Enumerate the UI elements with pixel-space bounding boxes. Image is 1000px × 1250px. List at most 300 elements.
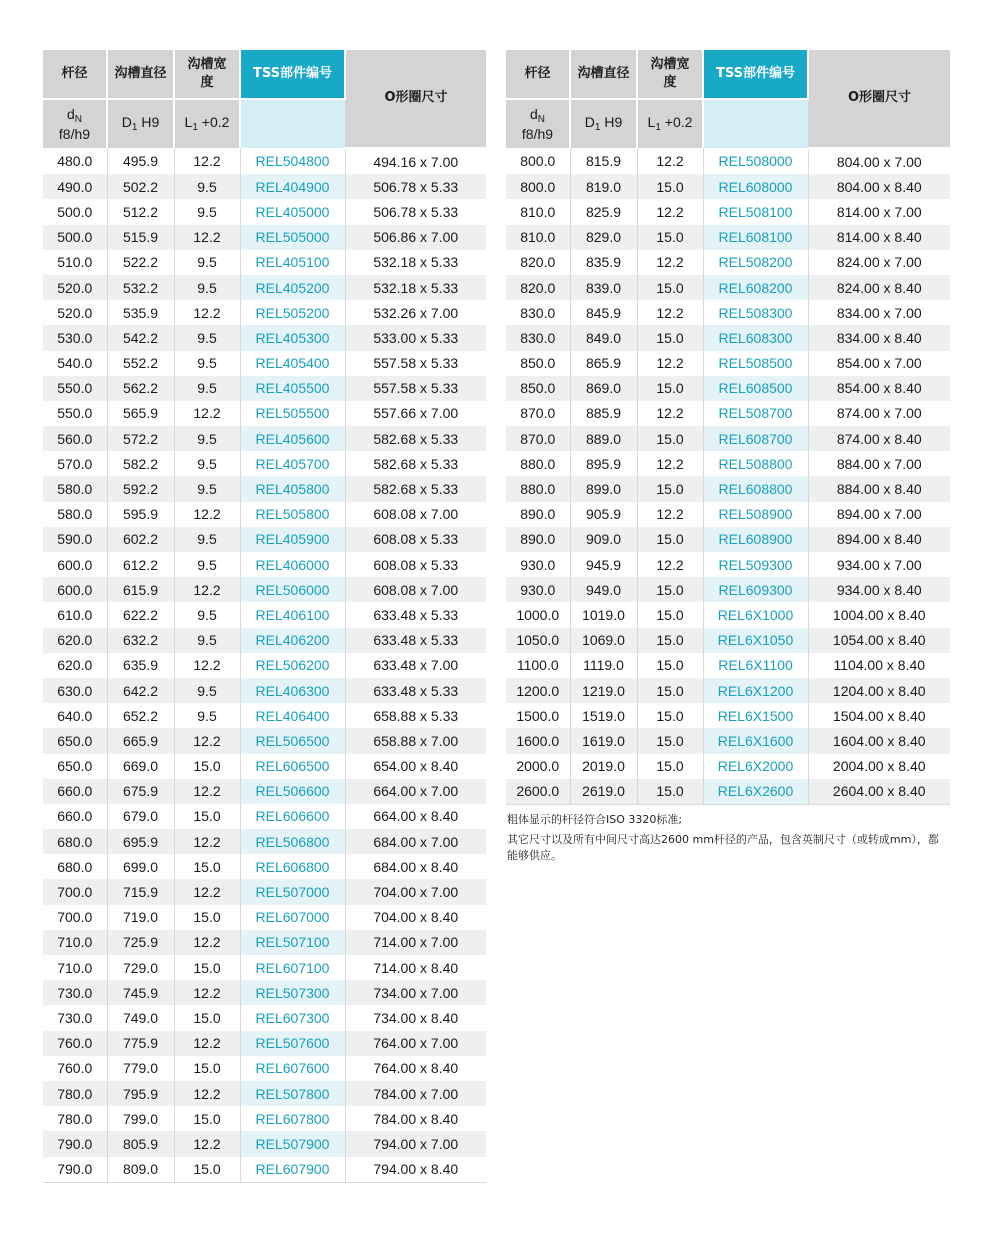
groove-width-cell: 12.2 xyxy=(174,829,240,854)
rod-diameter-cell: 800.0 xyxy=(506,148,570,174)
table-row xyxy=(43,351,486,376)
tss-part-no-cell: REL405200 xyxy=(240,275,345,300)
table-row xyxy=(43,225,486,250)
tss-part-no-cell: REL607000 xyxy=(240,905,345,930)
table-row xyxy=(43,577,486,602)
groove-width-cell: 15.0 xyxy=(637,426,703,451)
table-row xyxy=(43,148,486,174)
rod-diameter-tolerance: $d_N$ f8/h9 xyxy=(506,99,570,148)
groove-width-cell: 12.2 xyxy=(174,1081,240,1106)
table-row xyxy=(43,804,486,829)
oring-size-cell: 804.00 x 7.00 xyxy=(836,153,922,170)
groove-width-cell: 15.0 xyxy=(174,854,240,879)
oring-size-cell: 804.00 x 8.40 xyxy=(808,174,950,199)
table-row xyxy=(43,300,486,325)
groove-diameter-cell: 635.9 xyxy=(107,653,174,678)
oring-size-cell: 658.88 x 5.33 xyxy=(373,707,459,724)
rod-diameter-cell: 700.0 xyxy=(43,905,107,930)
oring-size-cell: 1204.00 x 8.40 xyxy=(808,678,950,703)
groove-diameter-cell: 895.9 xyxy=(570,451,637,476)
groove-width-cell: 12.2 xyxy=(637,199,703,224)
groove-width-header: 沟槽宽度 xyxy=(637,50,703,99)
groove-diameter-cell: 845.9 xyxy=(570,300,637,325)
groove-width-cell: 9.5 xyxy=(174,552,240,577)
table-row xyxy=(43,1031,486,1056)
groove-diameter-cell: 715.9 xyxy=(107,879,174,904)
oring-size-cell: 557.58 x 5.33 xyxy=(373,355,459,372)
table-row xyxy=(43,376,486,401)
tss-part-no-cell: REL608200 xyxy=(703,275,808,300)
oring-size-cell: 633.48 x 5.33 xyxy=(345,678,486,703)
table-row xyxy=(43,930,486,955)
groove-diameter-cell: 805.9 xyxy=(107,1131,174,1156)
groove-diameter-cell: 799.0 xyxy=(107,1106,174,1131)
groove-width-cell: 12.2 xyxy=(637,502,703,527)
groove-diameter-header: 沟槽直径 xyxy=(570,50,637,99)
groove-width-cell: 12.2 xyxy=(174,879,240,904)
oring-size-cell: 506.78 x 5.33 xyxy=(373,203,459,220)
groove-diameter-cell: 725.9 xyxy=(107,930,174,955)
rod-diameter-cell: 820.0 xyxy=(506,275,570,300)
groove-width-cell: 9.5 xyxy=(174,476,240,501)
groove-width-cell: 15.0 xyxy=(637,602,703,627)
rod-diameter-cell: 630.0 xyxy=(43,678,107,703)
groove-diameter-cell: 1019.0 xyxy=(570,602,637,627)
table-row xyxy=(506,502,950,527)
groove-diameter-cell: 905.9 xyxy=(570,502,637,527)
oring-size-cell: 2604.00 x 8.40 xyxy=(808,779,950,805)
tss-part-no-cell: REL506000 xyxy=(240,577,345,602)
groove-width-cell: 15.0 xyxy=(174,955,240,980)
rod-diameter-cell: 890.0 xyxy=(506,527,570,552)
table-row xyxy=(43,552,486,577)
rod-diameter-cell: 850.0 xyxy=(506,376,570,401)
groove-width-cell: 12.2 xyxy=(174,728,240,753)
groove-width-cell: 15.0 xyxy=(637,577,703,602)
table-row xyxy=(506,199,950,224)
rod-diameter-cell: 930.0 xyxy=(506,552,570,577)
groove-width-cell: 12.2 xyxy=(174,577,240,602)
groove-width-tolerance: $L_1 +0.2$ xyxy=(174,99,240,148)
oring-size-cell: 784.00 x 8.40 xyxy=(373,1110,459,1127)
tss-part-no-cell: REL509300 xyxy=(703,552,808,577)
groove-width-cell: 12.2 xyxy=(174,653,240,678)
oring-size-cell: 824.00 x 8.40 xyxy=(808,275,950,300)
oring-size-cell: 608.08 x 5.33 xyxy=(345,527,486,552)
table-row xyxy=(506,703,950,728)
oring-size-cell: 582.68 x 5.33 xyxy=(345,426,486,451)
groove-width-cell: 15.0 xyxy=(637,728,703,753)
groove-diameter-cell: 775.9 xyxy=(107,1031,174,1056)
groove-diameter-header: 沟槽直径 xyxy=(107,50,174,99)
groove-width-cell: 9.5 xyxy=(174,527,240,552)
table-row xyxy=(43,426,486,451)
tss-part-no-cell: REL6X2000 xyxy=(703,754,808,779)
table-row xyxy=(43,174,486,199)
tss-part-no-cell: REL606500 xyxy=(240,754,345,779)
table-row xyxy=(506,174,950,199)
rod-diameter-cell: 1100.0 xyxy=(506,653,570,678)
groove-width-cell: 15.0 xyxy=(637,275,703,300)
groove-width-header: 沟槽宽度 xyxy=(174,50,240,99)
oring-size-cell: 934.00 x 8.40 xyxy=(808,577,950,602)
tss-part-no-cell: REL406300 xyxy=(240,678,345,703)
oring-size-cell: 714.00 x 8.40 xyxy=(373,959,459,976)
groove-width-cell: 12.2 xyxy=(637,552,703,577)
groove-width-cell: 15.0 xyxy=(637,628,703,653)
oring-size-cell: 704.00 x 8.40 xyxy=(373,909,459,926)
tss-part-no-cell: REL506500 xyxy=(240,728,345,753)
oring-size-cell: 533.00 x 5.33 xyxy=(345,325,486,350)
oring-size-cell: 557.58 x 5.33 xyxy=(345,376,486,401)
groove-diameter-cell: 592.2 xyxy=(107,476,174,501)
oring-size-cell: 814.00 x 8.40 xyxy=(808,225,950,250)
groove-diameter-cell: 729.0 xyxy=(107,955,174,980)
groove-diameter-cell: 642.2 xyxy=(107,678,174,703)
groove-diameter-cell: 1619.0 xyxy=(570,728,637,753)
rod-diameter-cell: 580.0 xyxy=(43,476,107,501)
table-row xyxy=(506,351,950,376)
oring-size-cell: 834.00 x 7.00 xyxy=(836,304,922,321)
rod-diameter-cell: 500.0 xyxy=(43,199,107,224)
tss-part-no-cell: REL406400 xyxy=(240,703,345,728)
rod-diameter-cell: 890.0 xyxy=(506,502,570,527)
rod-diameter-cell: 870.0 xyxy=(506,401,570,426)
tss-part-no-cell: REL6X1600 xyxy=(703,728,808,753)
rod-diameter-cell: 1050.0 xyxy=(506,628,570,653)
groove-diameter-cell: 825.9 xyxy=(570,199,637,224)
table-row xyxy=(43,703,486,728)
groove-diameter-cell: 795.9 xyxy=(107,1081,174,1106)
oring-size-cell: 1004.00 x 8.40 xyxy=(832,606,926,623)
groove-diameter-cell: 699.0 xyxy=(107,854,174,879)
table-row xyxy=(43,275,486,300)
rod-diameter-cell: 510.0 xyxy=(43,250,107,275)
tss-part-no-cell: REL505500 xyxy=(240,401,345,426)
groove-diameter-cell: 1069.0 xyxy=(570,628,637,653)
groove-diameter-cell: 945.9 xyxy=(570,552,637,577)
tss-part-no-cell: REL507300 xyxy=(240,980,345,1005)
table-row xyxy=(43,980,486,1005)
tss-part-no-cell: REL6X2600 xyxy=(703,779,808,805)
groove-width-cell: 15.0 xyxy=(637,325,703,350)
groove-diameter-cell: 745.9 xyxy=(107,980,174,1005)
size-table-left-body xyxy=(43,148,486,1182)
tss-part-no-cell: REL609300 xyxy=(703,577,808,602)
rod-diameter-cell: 540.0 xyxy=(43,351,107,376)
groove-width-cell: 15.0 xyxy=(637,376,703,401)
rod-diameter-cell: 850.0 xyxy=(506,351,570,376)
rod-diameter-cell: 710.0 xyxy=(43,955,107,980)
table-row xyxy=(43,779,486,804)
oring-size-cell: 2004.00 x 8.40 xyxy=(832,758,926,775)
groove-diameter-cell: 669.0 xyxy=(107,754,174,779)
tss-part-no-cell: REL505800 xyxy=(240,502,345,527)
groove-width-cell: 9.5 xyxy=(174,678,240,703)
groove-width-cell: 15.0 xyxy=(637,678,703,703)
rod-diameter-header: 杆径 xyxy=(43,50,107,99)
groove-diameter-cell: 809.0 xyxy=(107,1157,174,1183)
rod-diameter-cell: 650.0 xyxy=(43,728,107,753)
oring-size-cell: 764.00 x 8.40 xyxy=(373,1060,459,1077)
tss-part-no-cell: REL504800 xyxy=(240,148,345,174)
rod-diameter-cell: 1600.0 xyxy=(506,728,570,753)
rod-diameter-cell: 620.0 xyxy=(43,653,107,678)
rod-diameter-cell: 730.0 xyxy=(43,1005,107,1030)
tss-part-no-cell: REL508000 xyxy=(703,148,808,174)
rod-diameter-cell: 590.0 xyxy=(43,527,107,552)
groove-diameter-cell: 695.9 xyxy=(107,829,174,854)
groove-diameter-cell: 542.2 xyxy=(107,325,174,350)
rod-diameter-cell: 820.0 xyxy=(506,250,570,275)
table-row xyxy=(506,552,950,577)
oring-size-cell: 854.00 x 7.00 xyxy=(836,355,922,372)
rod-diameter-cell: 610.0 xyxy=(43,602,107,627)
tss-part-no-cell: REL404900 xyxy=(240,174,345,199)
tss-part-no-cell: REL506600 xyxy=(240,779,345,804)
groove-diameter-cell: 632.2 xyxy=(107,628,174,653)
groove-diameter-cell: 909.0 xyxy=(570,527,637,552)
groove-diameter-cell: 535.9 xyxy=(107,300,174,325)
oring-size-cell: 633.48 x 7.00 xyxy=(373,657,459,674)
tss-part-no-cell: REL606800 xyxy=(240,854,345,879)
tss-part-no-cell: REL606600 xyxy=(240,804,345,829)
oring-size-cell: 506.78 x 5.33 xyxy=(345,174,486,199)
rod-diameter-cell: 880.0 xyxy=(506,451,570,476)
groove-diameter-cell: 679.0 xyxy=(107,804,174,829)
groove-diameter-cell: 949.0 xyxy=(570,577,637,602)
groove-width-cell: 15.0 xyxy=(174,905,240,930)
groove-width-cell: 12.2 xyxy=(174,779,240,804)
groove-diameter-cell: 749.0 xyxy=(107,1005,174,1030)
rod-diameter-cell: 500.0 xyxy=(43,225,107,250)
oring-size-cell: 608.08 x 5.33 xyxy=(373,556,459,573)
table-row xyxy=(506,779,950,805)
tss-part-no-cell: REL405500 xyxy=(240,376,345,401)
groove-width-cell: 15.0 xyxy=(174,1106,240,1131)
groove-width-cell: 15.0 xyxy=(637,779,703,805)
oring-size-header: O形圈尺寸 xyxy=(345,50,486,148)
groove-diameter-cell: 675.9 xyxy=(107,779,174,804)
groove-diameter-cell: 582.2 xyxy=(107,451,174,476)
groove-width-cell: 15.0 xyxy=(174,1005,240,1030)
groove-diameter-cell: 502.2 xyxy=(107,174,174,199)
rod-diameter-cell: 550.0 xyxy=(43,401,107,426)
groove-width-cell: 9.5 xyxy=(174,426,240,451)
oring-size-cell: 654.00 x 8.40 xyxy=(373,758,459,775)
table-row xyxy=(506,225,950,250)
groove-diameter-cell: 779.0 xyxy=(107,1056,174,1081)
oring-size-cell: 506.86 x 7.00 xyxy=(345,225,486,250)
table-row xyxy=(43,955,486,980)
groove-diameter-cell: 2619.0 xyxy=(570,779,637,805)
groove-width-cell: 15.0 xyxy=(637,527,703,552)
tss-part-no-cell: REL405800 xyxy=(240,476,345,501)
groove-width-cell: 15.0 xyxy=(637,653,703,678)
tss-part-no-cell: REL508200 xyxy=(703,250,808,275)
groove-width-cell: 12.2 xyxy=(174,1031,240,1056)
oring-size-cell: 794.00 x 7.00 xyxy=(345,1131,486,1156)
groove-diameter-cell: 572.2 xyxy=(107,426,174,451)
table-row xyxy=(506,678,950,703)
rod-diameter-cell: 600.0 xyxy=(43,552,107,577)
groove-width-cell: 15.0 xyxy=(637,476,703,501)
table-row xyxy=(43,905,486,930)
tss-part-no-cell: REL508700 xyxy=(703,401,808,426)
oring-size-cell: 608.08 x 7.00 xyxy=(373,506,459,523)
oring-size-cell: 874.00 x 8.40 xyxy=(808,426,950,451)
table-row xyxy=(506,275,950,300)
tss-part-no-cell: REL406000 xyxy=(240,552,345,577)
table-row xyxy=(43,325,486,350)
rod-diameter-cell: 780.0 xyxy=(43,1081,107,1106)
tss-part-no-cell: REL405300 xyxy=(240,325,345,350)
tss-part-no-cell: REL508300 xyxy=(703,300,808,325)
oring-size-cell: 1604.00 x 8.40 xyxy=(808,728,950,753)
groove-width-cell: 15.0 xyxy=(637,225,703,250)
groove-width-cell: 15.0 xyxy=(174,1056,240,1081)
tss-part-no-subheader xyxy=(240,99,345,148)
table-row xyxy=(506,754,950,779)
oring-size-cell: 884.00 x 7.00 xyxy=(836,455,922,472)
oring-size-cell: 532.26 x 7.00 xyxy=(373,304,459,321)
table-row xyxy=(43,199,486,224)
size-table-left xyxy=(43,50,486,1183)
tss-part-no-cell: REL508900 xyxy=(703,502,808,527)
groove-width-cell: 9.5 xyxy=(174,174,240,199)
oring-size-cell: 633.48 x 5.33 xyxy=(345,628,486,653)
rod-diameter-cell: 880.0 xyxy=(506,476,570,501)
rod-diameter-cell: 1200.0 xyxy=(506,678,570,703)
groove-width-cell: 12.2 xyxy=(637,250,703,275)
groove-width-cell: 9.5 xyxy=(174,703,240,728)
oring-size-cell: 934.00 x 7.00 xyxy=(836,556,922,573)
table-row xyxy=(43,1157,486,1183)
rod-diameter-cell: 790.0 xyxy=(43,1131,107,1156)
table-row xyxy=(506,401,950,426)
rod-diameter-tolerance: $d_N$ f8/h9 xyxy=(43,99,107,148)
table-row xyxy=(506,426,950,451)
oring-size-cell: 532.18 x 5.33 xyxy=(373,254,459,271)
groove-diameter-cell: 839.0 xyxy=(570,275,637,300)
table-row xyxy=(506,451,950,476)
tss-part-no-header: TSS部件编号 xyxy=(703,50,808,99)
groove-diameter-cell: 612.2 xyxy=(107,552,174,577)
groove-width-cell: 12.2 xyxy=(637,148,703,174)
groove-width-cell: 12.2 xyxy=(174,148,240,174)
groove-width-cell: 12.2 xyxy=(174,980,240,1005)
rod-diameter-cell: 700.0 xyxy=(43,879,107,904)
tss-part-no-cell: REL608500 xyxy=(703,376,808,401)
oring-size-cell: 734.00 x 8.40 xyxy=(373,1009,459,1026)
groove-width-cell: 12.2 xyxy=(174,1131,240,1156)
oring-size-cell: 794.00 x 8.40 xyxy=(345,1157,486,1183)
rod-diameter-cell: 620.0 xyxy=(43,628,107,653)
groove-diameter-cell: 819.0 xyxy=(570,174,637,199)
tss-part-no-cell: REL6X1100 xyxy=(703,653,808,678)
groove-diameter-cell: 815.9 xyxy=(570,148,637,174)
groove-diameter-cell: 552.2 xyxy=(107,351,174,376)
rod-diameter-cell: 780.0 xyxy=(43,1106,107,1131)
tss-part-no-cell: REL405400 xyxy=(240,351,345,376)
tss-part-no-cell: REL406200 xyxy=(240,628,345,653)
tss-part-no-cell: REL505000 xyxy=(240,225,345,250)
tss-part-no-cell: REL608800 xyxy=(703,476,808,501)
groove-width-cell: 9.5 xyxy=(174,275,240,300)
groove-diameter-cell: 1119.0 xyxy=(570,653,637,678)
tss-part-no-cell: REL405600 xyxy=(240,426,345,451)
table-row xyxy=(43,1106,486,1131)
groove-diameter-cell: 1519.0 xyxy=(570,703,637,728)
footnote-iso-standard: 粗体显示的杆径符合ISO 3320标准; xyxy=(507,813,683,826)
rod-diameter-cell: 830.0 xyxy=(506,300,570,325)
rod-diameter-cell: 570.0 xyxy=(43,451,107,476)
rod-diameter-cell: 710.0 xyxy=(43,930,107,955)
groove-width-cell: 12.2 xyxy=(637,351,703,376)
rod-diameter-cell: 810.0 xyxy=(506,225,570,250)
oring-size-cell: 494.16 x 7.00 xyxy=(373,153,459,170)
table-row xyxy=(43,476,486,501)
groove-width-cell: 12.2 xyxy=(174,401,240,426)
groove-width-cell: 9.5 xyxy=(174,351,240,376)
groove-diameter-cell: 595.9 xyxy=(107,502,174,527)
tss-part-no-cell: REL508800 xyxy=(703,451,808,476)
groove-width-cell: 9.5 xyxy=(174,199,240,224)
table-row xyxy=(43,527,486,552)
groove-width-cell: 15.0 xyxy=(637,703,703,728)
tss-part-no-cell: REL507900 xyxy=(240,1131,345,1156)
table-row xyxy=(43,854,486,879)
rod-diameter-cell: 640.0 xyxy=(43,703,107,728)
table-row xyxy=(506,602,950,627)
tss-part-no-cell: REL507100 xyxy=(240,930,345,955)
groove-width-cell: 9.5 xyxy=(174,376,240,401)
tss-part-no-subheader xyxy=(703,99,808,148)
oring-size-cell: 557.66 x 7.00 xyxy=(373,405,459,422)
table-row xyxy=(506,148,950,174)
tss-part-no-cell: REL608700 xyxy=(703,426,808,451)
groove-width-cell: 15.0 xyxy=(637,754,703,779)
rod-diameter-cell: 490.0 xyxy=(43,174,107,199)
table-row xyxy=(43,628,486,653)
table-row xyxy=(506,300,950,325)
tss-part-no-cell: REL608000 xyxy=(703,174,808,199)
oring-size-header: O形圈尺寸 xyxy=(808,50,950,148)
oring-size-cell: 1054.00 x 8.40 xyxy=(808,628,950,653)
oring-size-cell: 894.00 x 8.40 xyxy=(808,527,950,552)
table-row xyxy=(506,628,950,653)
oring-size-cell: 658.88 x 7.00 xyxy=(345,728,486,753)
groove-diameter-cell: 602.2 xyxy=(107,527,174,552)
oring-size-cell: 664.00 x 7.00 xyxy=(345,779,486,804)
oring-size-cell: 664.00 x 8.40 xyxy=(373,808,459,825)
groove-diameter-tolerance: $D_1$ H9 xyxy=(570,99,637,148)
groove-width-cell: 9.5 xyxy=(174,250,240,275)
tss-part-no-cell: REL6X1000 xyxy=(703,602,808,627)
table-row xyxy=(43,401,486,426)
groove-diameter-cell: 512.2 xyxy=(107,199,174,224)
table-row xyxy=(506,527,950,552)
footnotes xyxy=(507,812,947,868)
table-row xyxy=(506,325,950,350)
oring-size-cell: 684.00 x 7.00 xyxy=(345,829,486,854)
rod-diameter-cell: 730.0 xyxy=(43,980,107,1005)
groove-diameter-cell: 652.2 xyxy=(107,703,174,728)
oring-size-cell: 834.00 x 8.40 xyxy=(808,325,950,350)
oring-size-cell: 734.00 x 7.00 xyxy=(345,980,486,1005)
groove-width-cell: 9.5 xyxy=(174,451,240,476)
rod-diameter-cell: 680.0 xyxy=(43,854,107,879)
